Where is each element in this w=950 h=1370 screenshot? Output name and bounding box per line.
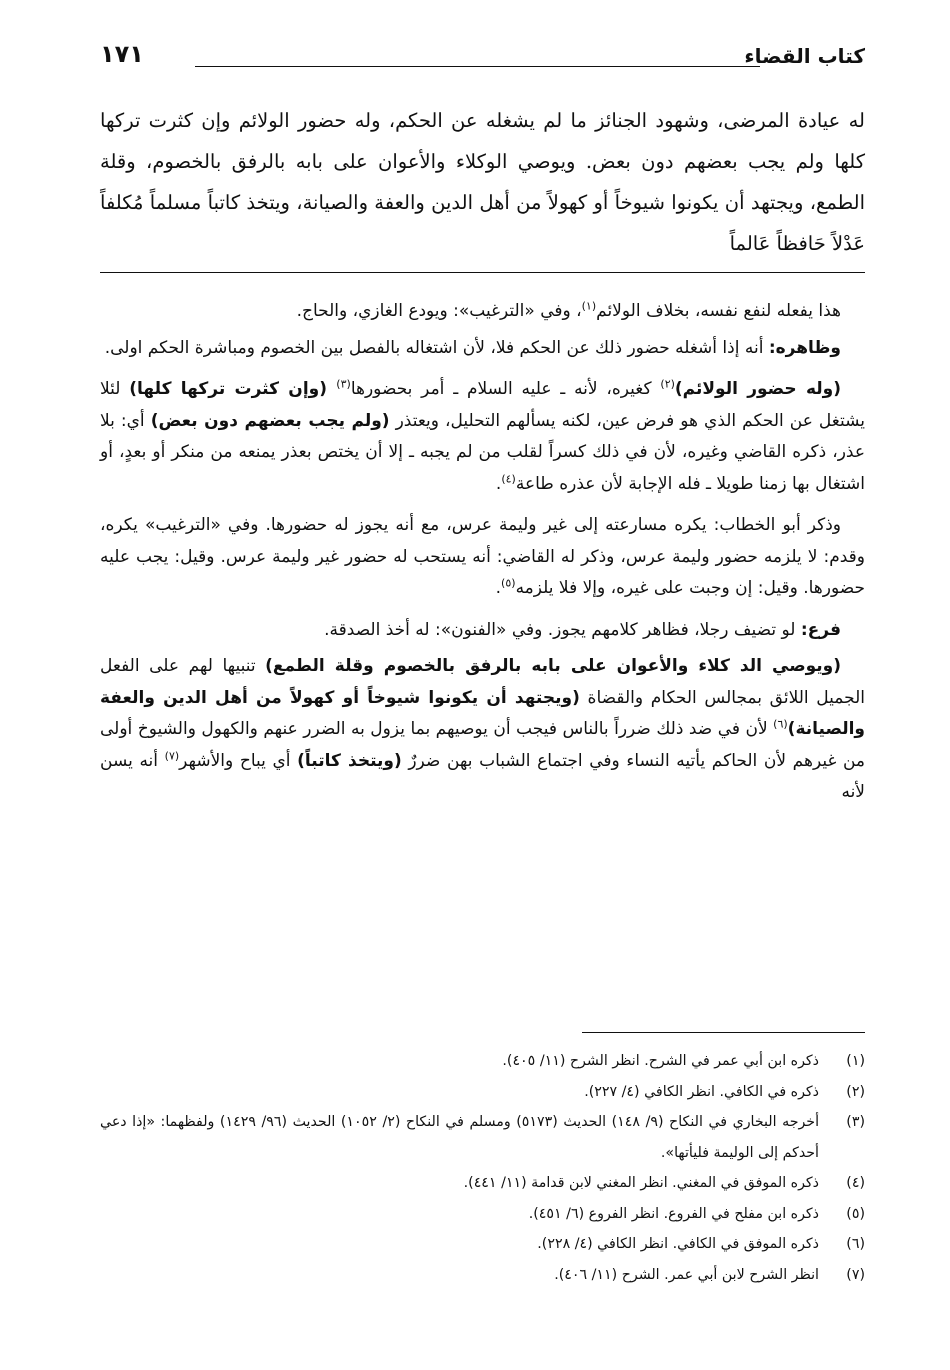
- footnote-item: [100, 1168, 865, 1199]
- footnote-text: ذكره في الكافي. انظر الكافي (٤/ ٢٢٧).: [584, 1083, 819, 1100]
- footnote-number: (٧): [846, 1266, 865, 1283]
- text-run: وذكر أبو الخطاب: يكره مسارعته إلى غير وليمة عرس، مع أنه يجوز له حضورها. وفي «الترغيب» يكره، وقدم: لا يلزمه حضور وليمة عرس، وذكر له القاضي: أنه يستحب له حضور غير وليمة عرس. وقيل: يجب عليه حضورها. وقيل: إن وجبت على غيره، وإلا فلا يلزمه: [100, 515, 865, 598]
- text-run: تنبيها لهم على الفعل الجميل اللائق بمجالس الحكام والقضاة: [100, 656, 865, 708]
- text-run: أنه يسن لأنه: [100, 750, 865, 802]
- footnote-item: [100, 1077, 865, 1108]
- footnote-item: [100, 1199, 865, 1230]
- footnote-ref-3: (٣): [336, 377, 351, 391]
- matn-quote: (ويتخذ كاتباً): [297, 750, 402, 771]
- matn-text: [100, 100, 865, 264]
- text-run: .: [495, 578, 502, 598]
- text-run: أي يباح والأشهر: [179, 750, 298, 771]
- footnote-text: ذكره ابن أبي عمر في الشرح. انظر الشرح (١١/ ٤٠٥).: [502, 1053, 819, 1069]
- chapter-title: كتاب القضاء: [744, 44, 865, 68]
- footnote-text: ذكره الموفق في الكافي. انظر الكافي (٤/ ٢٢٨).: [537, 1236, 819, 1252]
- text-run: لأن في ضد ذلك ضرراً بالناس فيجب أن يوصيهم بما يزول به الضرر عنهم والكهول والشيوخ أولى من غيرهم لأن الحاكم يأتيه النساء وفي اجتماع الشباب بهن ضررٌ: [100, 719, 866, 771]
- sharh-paragraph-5: [100, 615, 865, 647]
- sharh-text: [100, 296, 865, 819]
- text-run: أنه إذا أشغله حضور ذلك عن الحكم فلا، لأن اشتغاله بالفصل بين الخصوم ومباشرة الحكم اولى.: [104, 337, 769, 358]
- footnote-text: أخرجه البخاري في النكاح (٩/ ١٤٨) الحديث (٥١٧٣) ومسلم في النكاح (٢/ ١٠٥٢) الحديث (٩٦/ ١٤٢٩) ولفظهما: «إذا دعي أحدكم إلى الوليمة فليأتها».: [100, 1114, 820, 1161]
- lead-term: وظاهره:: [768, 337, 841, 358]
- text-run: أي: بلا عذر، ذكره القاضي وغيره، لأن في ذلك كسراً لقلب من لم يجبه ـ إلا أن يختص بعذر يمنعه من منكر أو بعدٍ، أو اشتغال بها زمنا طويلا ـ فله الإجابة لأن عذره طاعة: [100, 410, 865, 494]
- text-run: .: [495, 473, 502, 494]
- footnote-text: ذكره الموفق في المغني. انظر المغني لابن قدامة (١١/ ٤٤١).: [463, 1175, 819, 1191]
- footnote-ref-2: (٢): [660, 377, 675, 391]
- matn-quote: (ويوصي الد كلاء والأعوان على بابه بالرفق بالخصوم وقلة الطمع): [265, 656, 841, 676]
- footnote-number: (٦): [846, 1236, 865, 1252]
- matn-quote: (ويجتهد أن يكونوا شيوخاً أو كهولاً من أهل الدين والعفة والصيانة): [100, 687, 865, 739]
- matn-paragraph: له عيادة المرضى، وشهود الجنائز ما لم يشغله عن الحكم، وله حضور الولائم وإن كثرت تركها كلها ولم يجب بعضهم دون بعض. ويوصي الوكلاء والأعوان على بابه بالرفق بالخصوم، وقلة الطمع، ويجتهد أن يكونوا شيوخاً أو كهولاً من أهل الدين والعفة والصيانة، ويتخذ كاتباً مسلماً مُكلفاً عَدْلاً حَافظاً عَالماً: [100, 109, 865, 255]
- footnote-number: (٥): [846, 1205, 865, 1222]
- footnote-ref-6: (٦): [773, 717, 788, 731]
- footnote-text: انظر الشرح لابن أبي عمر. الشرح (١١/ ٤٠٦).: [554, 1266, 819, 1283]
- sharh-paragraph-2: [100, 333, 865, 365]
- text-run: كغيره، لأنه ـ عليه السلام ـ أمر بحضورها: [350, 379, 661, 399]
- sharh-paragraph-4: [100, 510, 865, 605]
- header-rule: [195, 66, 760, 67]
- footnote-item: [100, 1107, 865, 1168]
- footnote-ref-7: (٧): [164, 748, 180, 762]
- footnote-ref-5: (٥): [501, 576, 516, 590]
- footnote-item: [100, 1229, 865, 1260]
- page-number: ١٧١: [100, 40, 144, 68]
- footnotes: [100, 1046, 865, 1290]
- text-run: لو تضيف رجلا، فظاهر كلامهم يجوز. وفي «الفنون»: له أخذ الصدقة.: [324, 619, 801, 640]
- text-run: هذا يفعله لنفع نفسه، بخلاف الولائم: [596, 301, 841, 321]
- text-run: لئلا يشتغل عن الحكم الذي هو فرض عين، لكنه يسألهم التحليل، ويعتذر: [100, 379, 865, 431]
- footnote-number: (١): [846, 1053, 865, 1069]
- sharh-paragraph-6: [100, 651, 865, 809]
- footnote-number: (٤): [846, 1175, 865, 1191]
- matn-divider: [100, 272, 865, 273]
- footnote-item: [100, 1260, 865, 1291]
- footnote-number: (٢): [846, 1083, 865, 1100]
- lead-term: فرع:: [800, 619, 841, 640]
- footnote-text: ذكره ابن مفلح في الفروع. انظر الفروع (٦/ ٤٥١).: [528, 1205, 819, 1222]
- footnote-ref-1: (١): [581, 299, 597, 313]
- matn-quote: (وإن كثرت تركها كلها): [129, 379, 337, 399]
- sharh-paragraph-3: [100, 374, 865, 500]
- footnote-rule: [582, 1032, 865, 1033]
- running-header: [100, 36, 865, 76]
- matn-quote: (ولم يجب بعضهم دون بعض): [150, 410, 390, 431]
- matn-quote: (وله حضور الولائم): [674, 379, 842, 399]
- footnote-item: [100, 1046, 865, 1077]
- footnote-number: (٣): [846, 1114, 865, 1130]
- sharh-paragraph-1: [100, 296, 865, 328]
- text-run: ، وفي «الترغيب»: ويودع الغازي، والحاج.: [296, 301, 582, 321]
- footnote-ref-4: (٤): [501, 471, 516, 485]
